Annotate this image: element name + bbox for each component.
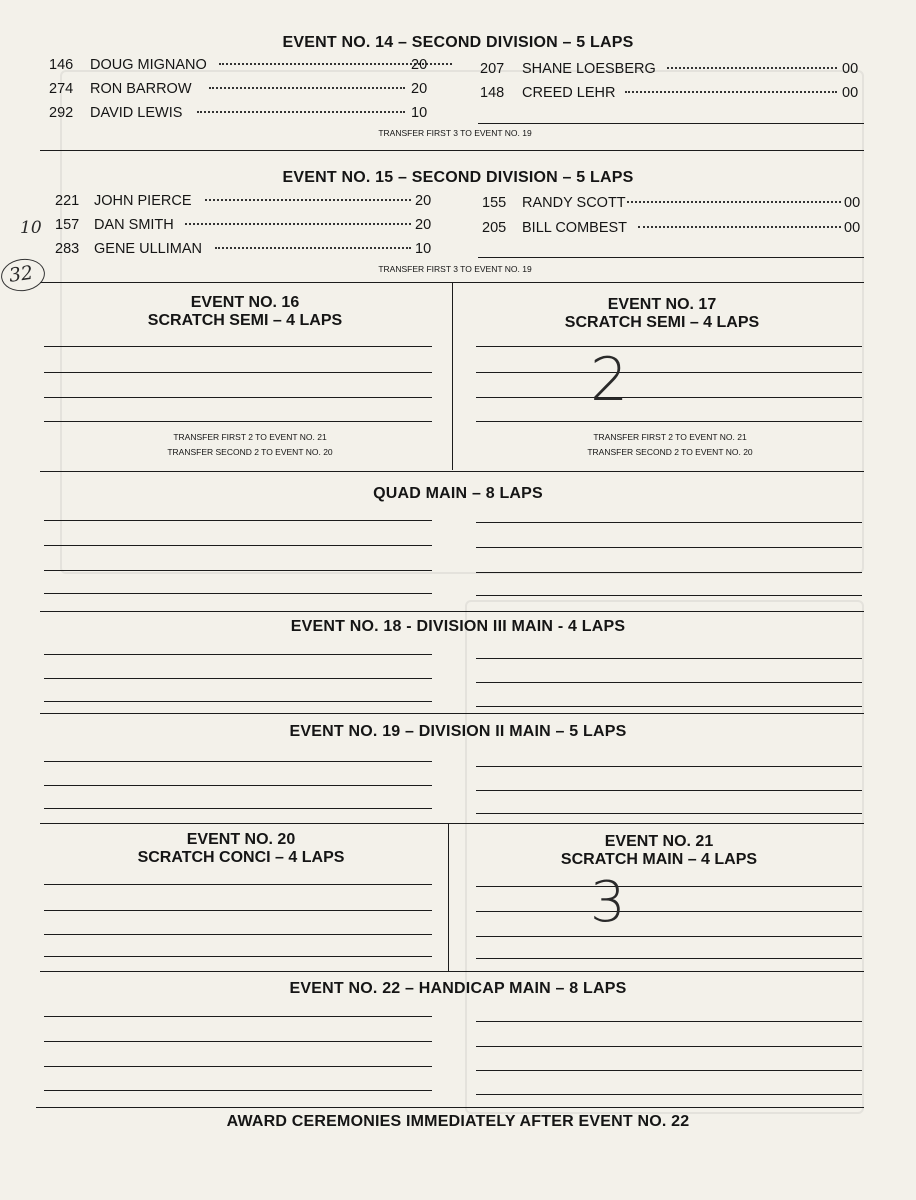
leader-dots — [209, 87, 405, 89]
leader-dots — [215, 247, 411, 249]
entry-line — [476, 595, 862, 596]
handwritten-place-note: 3 — [590, 870, 626, 935]
section-divider — [40, 150, 864, 151]
entry-line — [476, 682, 862, 683]
entry-line — [476, 813, 862, 814]
leader-dots — [638, 226, 841, 228]
entry-line — [44, 421, 432, 422]
points: 00 — [842, 85, 859, 101]
handwritten-circled-note — [0, 256, 47, 294]
entry-line — [44, 934, 432, 935]
handwritten-note: 10 — [20, 218, 42, 238]
leader-dots — [197, 111, 405, 113]
event-22-title: EVENT NO. 22 – HANDICAP MAIN – 8 LAPS — [289, 980, 627, 997]
entry-row — [482, 194, 864, 212]
section-divider — [40, 611, 864, 612]
entry-line — [476, 936, 862, 937]
points: 20 — [415, 193, 432, 209]
event-20-number: EVENT NO. 20 — [186, 831, 296, 848]
leader-dots — [667, 67, 837, 69]
entry-line — [44, 1041, 432, 1042]
driver-name: DOUG MIGNANO — [90, 57, 207, 73]
event-16-number: EVENT NO. 16 — [190, 294, 300, 311]
entry-line — [44, 701, 432, 702]
leader-dots — [205, 199, 411, 201]
entry-line — [476, 522, 862, 523]
transfer-note: TRANSFER FIRST 2 TO EVENT NO. 21 — [593, 432, 747, 442]
handwritten-place-note: 2 — [590, 345, 629, 415]
driver-name: BILL COMBEST — [522, 220, 628, 236]
event-15-transfer-note: TRANSFER FIRST 3 TO EVENT NO. 19 — [378, 264, 532, 274]
car-number: 221 — [55, 193, 80, 209]
car-number: 205 — [482, 220, 507, 236]
car-number: 148 — [480, 85, 505, 101]
section-divider — [40, 471, 864, 472]
section-divider — [40, 713, 864, 714]
entry-line — [44, 761, 432, 762]
entry-line — [44, 956, 432, 957]
car-number: 207 — [480, 61, 505, 77]
points: 00 — [844, 220, 861, 236]
event-20-title — [40, 831, 442, 867]
entry-line — [476, 1021, 862, 1022]
column-divider — [452, 282, 453, 470]
driver-name: RON BARROW — [90, 81, 192, 97]
car-number: 146 — [49, 57, 74, 73]
entry-line — [44, 910, 432, 911]
event-17-transfer-notes — [500, 430, 840, 460]
entry-row — [49, 104, 439, 122]
entry-row — [55, 240, 440, 258]
entry-line — [476, 572, 862, 573]
entry-line — [44, 570, 432, 571]
car-number: 283 — [55, 241, 80, 257]
car-number: 292 — [49, 105, 74, 121]
quad-main-title: QUAD MAIN – 8 LAPS — [373, 485, 543, 502]
section-divider — [36, 1107, 864, 1108]
entry-line — [44, 884, 432, 885]
points: 20 — [411, 81, 428, 97]
award-ceremony-note: AWARD CEREMONIES IMMEDIATELY AFTER EVENT NO. 22 — [226, 1113, 690, 1130]
driver-name: CREED LEHR — [522, 85, 616, 101]
driver-name: JOHN PIERCE — [94, 193, 192, 209]
entry-line — [44, 654, 432, 655]
entry-line — [476, 706, 862, 707]
entry-line — [476, 766, 862, 767]
event-20-name: SCRATCH CONCI – 4 LAPS — [137, 849, 345, 866]
entry-line — [44, 346, 432, 347]
entry-row — [480, 84, 862, 102]
entry-line — [476, 372, 862, 373]
entry-line — [44, 397, 432, 398]
entry-row — [49, 80, 439, 98]
entry-line — [476, 790, 862, 791]
entry-line — [44, 1066, 432, 1067]
entry-line — [476, 346, 862, 347]
transfer-note: TRANSFER SECOND 2 TO EVENT NO. 20 — [167, 447, 333, 457]
points: 00 — [844, 195, 861, 211]
entry-line — [476, 547, 862, 548]
driver-name: RANDY SCOTT — [522, 195, 626, 211]
entry-line — [476, 397, 862, 398]
event-14-title: EVENT NO. 14 – SECOND DIVISION – 5 LAPS — [282, 34, 634, 51]
entry-row — [55, 192, 440, 210]
points: 10 — [411, 105, 428, 121]
event-17-name: SCRATCH SEMI – 4 LAPS — [564, 314, 760, 331]
entry-line — [478, 123, 864, 124]
entry-row — [480, 60, 862, 78]
entry-line — [476, 1094, 862, 1095]
event-18-title: EVENT NO. 18 - DIVISION III MAIN - 4 LAPS — [290, 618, 626, 635]
car-number: 155 — [482, 195, 507, 211]
entry-line — [476, 1070, 862, 1071]
entry-line — [44, 1016, 432, 1017]
driver-name: GENE ULLIMAN — [94, 241, 202, 257]
leader-dots — [627, 201, 841, 203]
points: 20 — [415, 217, 432, 233]
entry-line — [44, 808, 432, 809]
event-21-number: EVENT NO. 21 — [604, 833, 714, 850]
entry-line — [44, 545, 432, 546]
event-21-name: SCRATCH MAIN – 4 LAPS — [560, 851, 758, 868]
entry-line — [476, 421, 862, 422]
entry-row — [49, 56, 439, 74]
driver-name: DAN SMITH — [94, 217, 174, 233]
entry-line — [44, 593, 432, 594]
transfer-note: TRANSFER FIRST 2 TO EVENT NO. 21 — [173, 432, 327, 442]
event-21-title — [456, 833, 862, 869]
event-16-title — [40, 294, 450, 330]
points: 10 — [415, 241, 432, 257]
entry-line — [478, 257, 864, 258]
handwritten-note: 32 — [7, 261, 35, 287]
entry-line — [476, 958, 862, 959]
event-19-title: EVENT NO. 19 – DIVISION II MAIN – 5 LAPS — [289, 723, 627, 740]
leader-dots — [625, 91, 837, 93]
leader-dots — [185, 223, 411, 225]
entry-row — [55, 216, 440, 234]
entry-line — [44, 520, 432, 521]
section-divider — [40, 823, 864, 824]
column-divider — [448, 823, 449, 971]
entry-line — [476, 658, 862, 659]
car-number: 157 — [55, 217, 80, 233]
event-14-transfer-note: TRANSFER FIRST 3 TO EVENT NO. 19 — [378, 128, 532, 138]
transfer-note: TRANSFER SECOND 2 TO EVENT NO. 20 — [587, 447, 753, 457]
entry-row — [482, 219, 864, 237]
event-17-number: EVENT NO. 17 — [607, 296, 717, 313]
entry-line — [44, 785, 432, 786]
event-16-name: SCRATCH SEMI – 4 LAPS — [147, 312, 343, 329]
event-15-title: EVENT NO. 15 – SECOND DIVISION – 5 LAPS — [282, 169, 634, 186]
event-16-transfer-notes — [80, 430, 420, 460]
entry-line — [476, 911, 862, 912]
driver-name: DAVID LEWIS — [90, 105, 183, 121]
entry-line — [44, 1090, 432, 1091]
entry-line — [476, 886, 862, 887]
entry-line — [44, 372, 432, 373]
driver-name: SHANE LOESBERG — [522, 61, 656, 77]
event-17-title — [460, 296, 864, 332]
points: 00 — [842, 61, 859, 77]
car-number: 274 — [49, 81, 74, 97]
section-divider — [40, 971, 864, 972]
entry-line — [476, 1046, 862, 1047]
entry-line — [44, 678, 432, 679]
points: 20 — [411, 57, 428, 73]
